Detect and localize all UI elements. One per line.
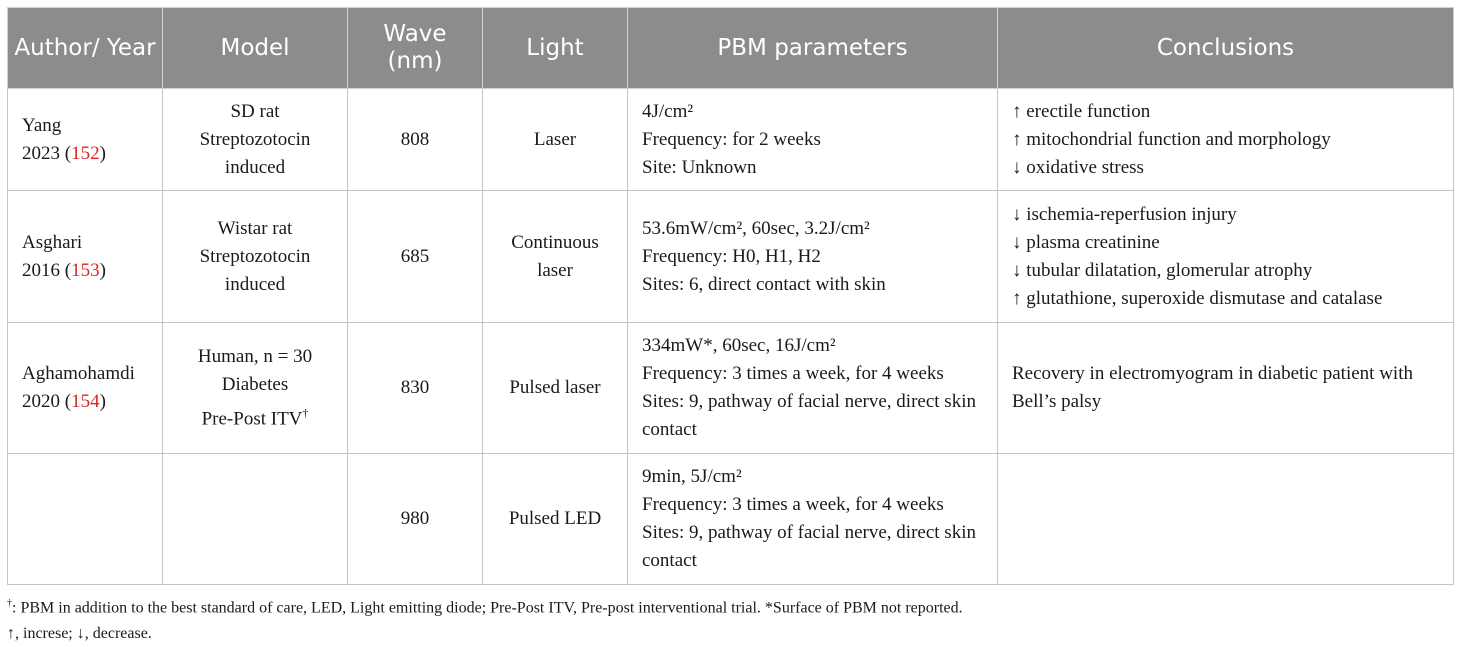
conclusions-cell (998, 454, 1454, 585)
pbm-line: Sites: 6, direct contact with skin (642, 273, 886, 295)
header-author-year: Author/ Year (8, 8, 163, 89)
model-line: SD rat (230, 100, 280, 122)
author-name: Aghamohamdi (22, 363, 135, 384)
year: 2023 (22, 142, 60, 164)
pbm-line: Site: Unknown (642, 156, 757, 178)
conclusion-line: ↑ erectile function (1012, 100, 1151, 122)
pbm-line: Frequency: for 2 weeks (642, 128, 821, 150)
year-ref: 2020 (154) (22, 391, 106, 412)
reference-link[interactable]: 154 (71, 391, 100, 412)
model-line: Diabetes (221, 373, 289, 395)
wave-cell: 685 (348, 191, 483, 323)
light-label: Continuous laser (511, 231, 599, 281)
pbm-cell (628, 89, 998, 191)
table-row (8, 89, 1454, 191)
header-row (8, 8, 1454, 89)
footnote-2: ↑, increse; ↓, decrease. (7, 625, 152, 643)
model-cell (163, 191, 348, 323)
data-table (7, 7, 1454, 585)
conclusions-cell (998, 191, 1454, 323)
model-line: induced (224, 156, 286, 178)
model-cell (163, 89, 348, 191)
pbm-cell (628, 454, 998, 585)
model-cell (163, 454, 348, 585)
pbm-cell (628, 323, 998, 454)
pbm-line: Sites: 9, pathway of facial nerve, direct skin contact (642, 522, 976, 571)
pbm-line: 334mW*, 60sec, 16J/cm² (642, 335, 836, 356)
author-name: Yang (22, 114, 62, 136)
dagger-mark: † (302, 405, 309, 420)
pbm-line: 9min, 5J/cm² (642, 466, 742, 487)
pbm-cell (628, 191, 998, 323)
conclusion-line: ↑ glutathione, superoxide dismutase and catalase (1012, 287, 1383, 309)
pbm-line: Frequency: 3 times a week, for 4 weeks (642, 494, 944, 515)
table-row (8, 323, 1454, 454)
model-cell (163, 323, 348, 454)
pbm-line: 4J/cm² (642, 100, 694, 122)
pbm-line: Frequency: 3 times a week, for 4 weeks (642, 363, 944, 384)
author-name: Asghari (22, 231, 83, 253)
footnote-text: : PBM in addition to the best standard of care, LED, Light emitting diode; Pre-Post ITV, Pre-post interventional trial. *Surface of PBM not reported. (12, 599, 963, 617)
model-line: Streptozotocin (199, 128, 311, 150)
model-line: induced (224, 273, 286, 295)
header-wave: Wave (nm) (348, 8, 483, 89)
model-text: Pre-Post ITV (201, 408, 303, 430)
dagger-mark: † (7, 598, 12, 609)
wave-cell: 980 (348, 454, 483, 585)
header-light: Light (483, 8, 628, 89)
light-cell: Pulsed laser (483, 323, 628, 454)
conclusions-cell (998, 323, 1454, 454)
header-conclusions: Conclusions (998, 8, 1454, 89)
header-model: Model (163, 8, 348, 89)
footnote-1 (7, 591, 1453, 621)
author-year-cell (8, 323, 163, 454)
model-line (177, 399, 333, 433)
light-cell: Laser (483, 89, 628, 191)
year: 2016 (22, 259, 60, 281)
year: 2020 (22, 391, 60, 412)
author-year-cell (8, 191, 163, 323)
model-line: Human, n = 30 (197, 345, 313, 367)
wave-cell: 830 (348, 323, 483, 454)
pbm-line: Sites: 9, pathway of facial nerve, direct skin contact (642, 391, 976, 440)
model-line: Streptozotocin (199, 245, 311, 267)
author-year-cell (8, 89, 163, 191)
conclusions-cell (998, 89, 1454, 191)
table-row (8, 191, 1454, 323)
light-cell: Pulsed LED (483, 454, 628, 585)
reference-link[interactable]: 152 (71, 142, 100, 164)
wave-cell: 808 (348, 89, 483, 191)
year-ref: 2023 (152) (22, 142, 106, 164)
model-line: Wistar rat (217, 217, 293, 239)
pbm-line: Frequency: H0, H1, H2 (642, 245, 821, 267)
conclusion-line: ↓ tubular dilatation, glomerular atrophy (1012, 259, 1313, 281)
author-year-cell (8, 454, 163, 585)
conclusion-line: ↓ ischemia-reperfusion injury (1012, 203, 1237, 225)
table-row (8, 454, 1454, 585)
conclusion-line: Recovery in electromyogram in diabetic patient with Bell’s palsy (1012, 363, 1413, 412)
table-footnotes (7, 591, 1453, 647)
conclusion-line: ↑ mitochondrial function and morphology (1012, 128, 1331, 150)
conclusion-line: ↓ plasma creatinine (1012, 231, 1160, 253)
reference-link[interactable]: 153 (71, 259, 100, 281)
pbm-line: 53.6mW/cm², 60sec, 3.2J/cm² (642, 217, 870, 239)
conclusion-line: ↓ oxidative stress (1012, 156, 1144, 178)
year-ref: 2016 (153) (22, 259, 106, 281)
light-cell (483, 191, 628, 323)
header-pbm-parameters: PBM parameters (628, 8, 998, 89)
